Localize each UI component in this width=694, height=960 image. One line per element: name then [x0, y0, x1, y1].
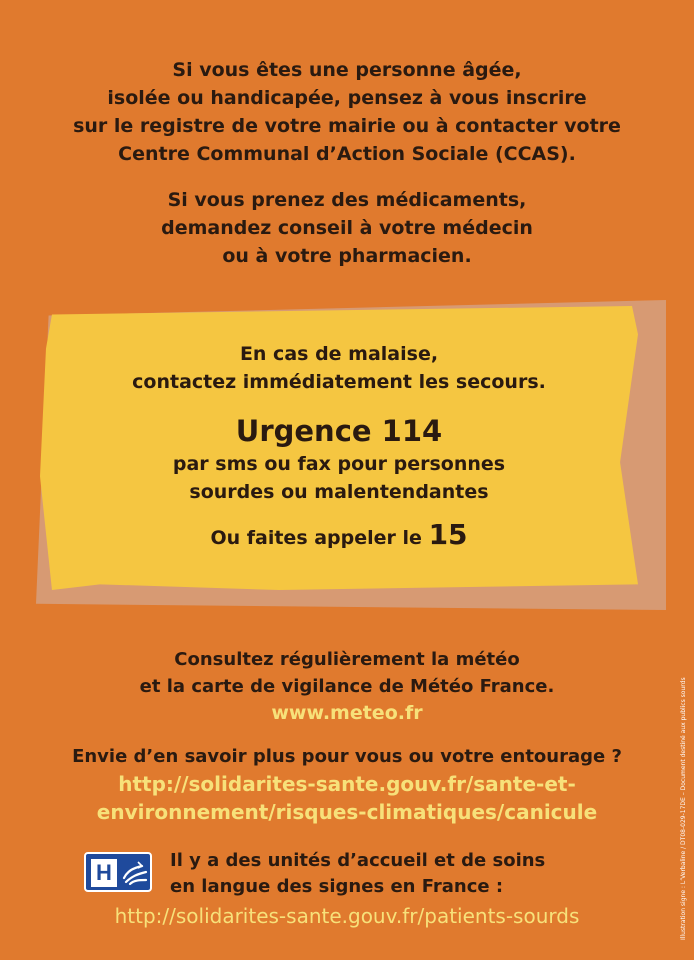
- meds-line-2: demandez conseil à votre médecin: [161, 217, 533, 239]
- side-legal-note: Illustration signe : L’Verbaline / DT08-029-17DE – Document destiné aux publics sourds: [680, 677, 687, 940]
- canicule-link-line-1[interactable]: http://solidarites-sante.gouv.fr/sante-et-: [118, 772, 576, 796]
- malaise-line-1: En cas de malaise,: [239, 343, 439, 365]
- intro-line-1: Si vous êtes une personne âgée,: [172, 59, 522, 81]
- urgence-sub-line-2: sourdes ou malentendantes: [189, 481, 489, 503]
- patients-sourds-link[interactable]: http://solidarites-sante.gouv.fr/patients-sourds: [114, 904, 580, 928]
- meteo-line-1: Consultez régulièrement la météo: [174, 649, 520, 670]
- urgence-subtitle: [40, 450, 638, 506]
- malaise-text: [40, 340, 638, 396]
- meds-line-3: ou à votre pharmacien.: [222, 245, 472, 267]
- meteo-link[interactable]: www.meteo.fr: [271, 702, 423, 724]
- call-15-line: [40, 520, 638, 553]
- info-section: [0, 743, 694, 826]
- lsf-line-1: Il y a des unités d’accueil et de soins: [170, 850, 546, 871]
- intro-line-3: sur le registre de votre mairie ou à contacter votre: [73, 115, 621, 137]
- meteo-line-2: et la carte de vigilance de Météo France.: [139, 676, 555, 697]
- urgence-title: Urgence 114: [235, 414, 443, 448]
- meteo-section: [0, 646, 694, 727]
- elderly-registration-text: [0, 56, 694, 168]
- intro-line-2: isolée ou handicapée, pensez à vous inscrire: [107, 87, 587, 109]
- call-prefix: Ou faites appeler le: [210, 527, 422, 549]
- info-question: Envie d’en savoir plus pour vous ou votre entourage ?: [72, 746, 622, 767]
- medication-advice-text: [0, 186, 694, 270]
- lsf-text: [170, 848, 545, 900]
- meds-line-1: Si vous prenez des médicaments,: [167, 189, 527, 211]
- deaf-accessibility-logo: [84, 852, 152, 892]
- urgence-sub-line-1: par sms ou fax pour personnes: [172, 453, 506, 475]
- lsf-line-2: en langue des signes en France :: [170, 876, 504, 897]
- hospital-h-icon: H: [91, 859, 117, 887]
- emergency-note: [40, 306, 638, 553]
- intro-line-4: Centre Communal d’Action Sociale (CCAS).: [118, 143, 576, 165]
- canicule-link-line-2[interactable]: environnement/risques-climatiques/canicule: [96, 800, 598, 824]
- call-number: 15: [428, 518, 468, 551]
- malaise-line-2: contactez immédiatement les secours.: [132, 371, 546, 393]
- sign-language-hands-icon: [120, 858, 150, 888]
